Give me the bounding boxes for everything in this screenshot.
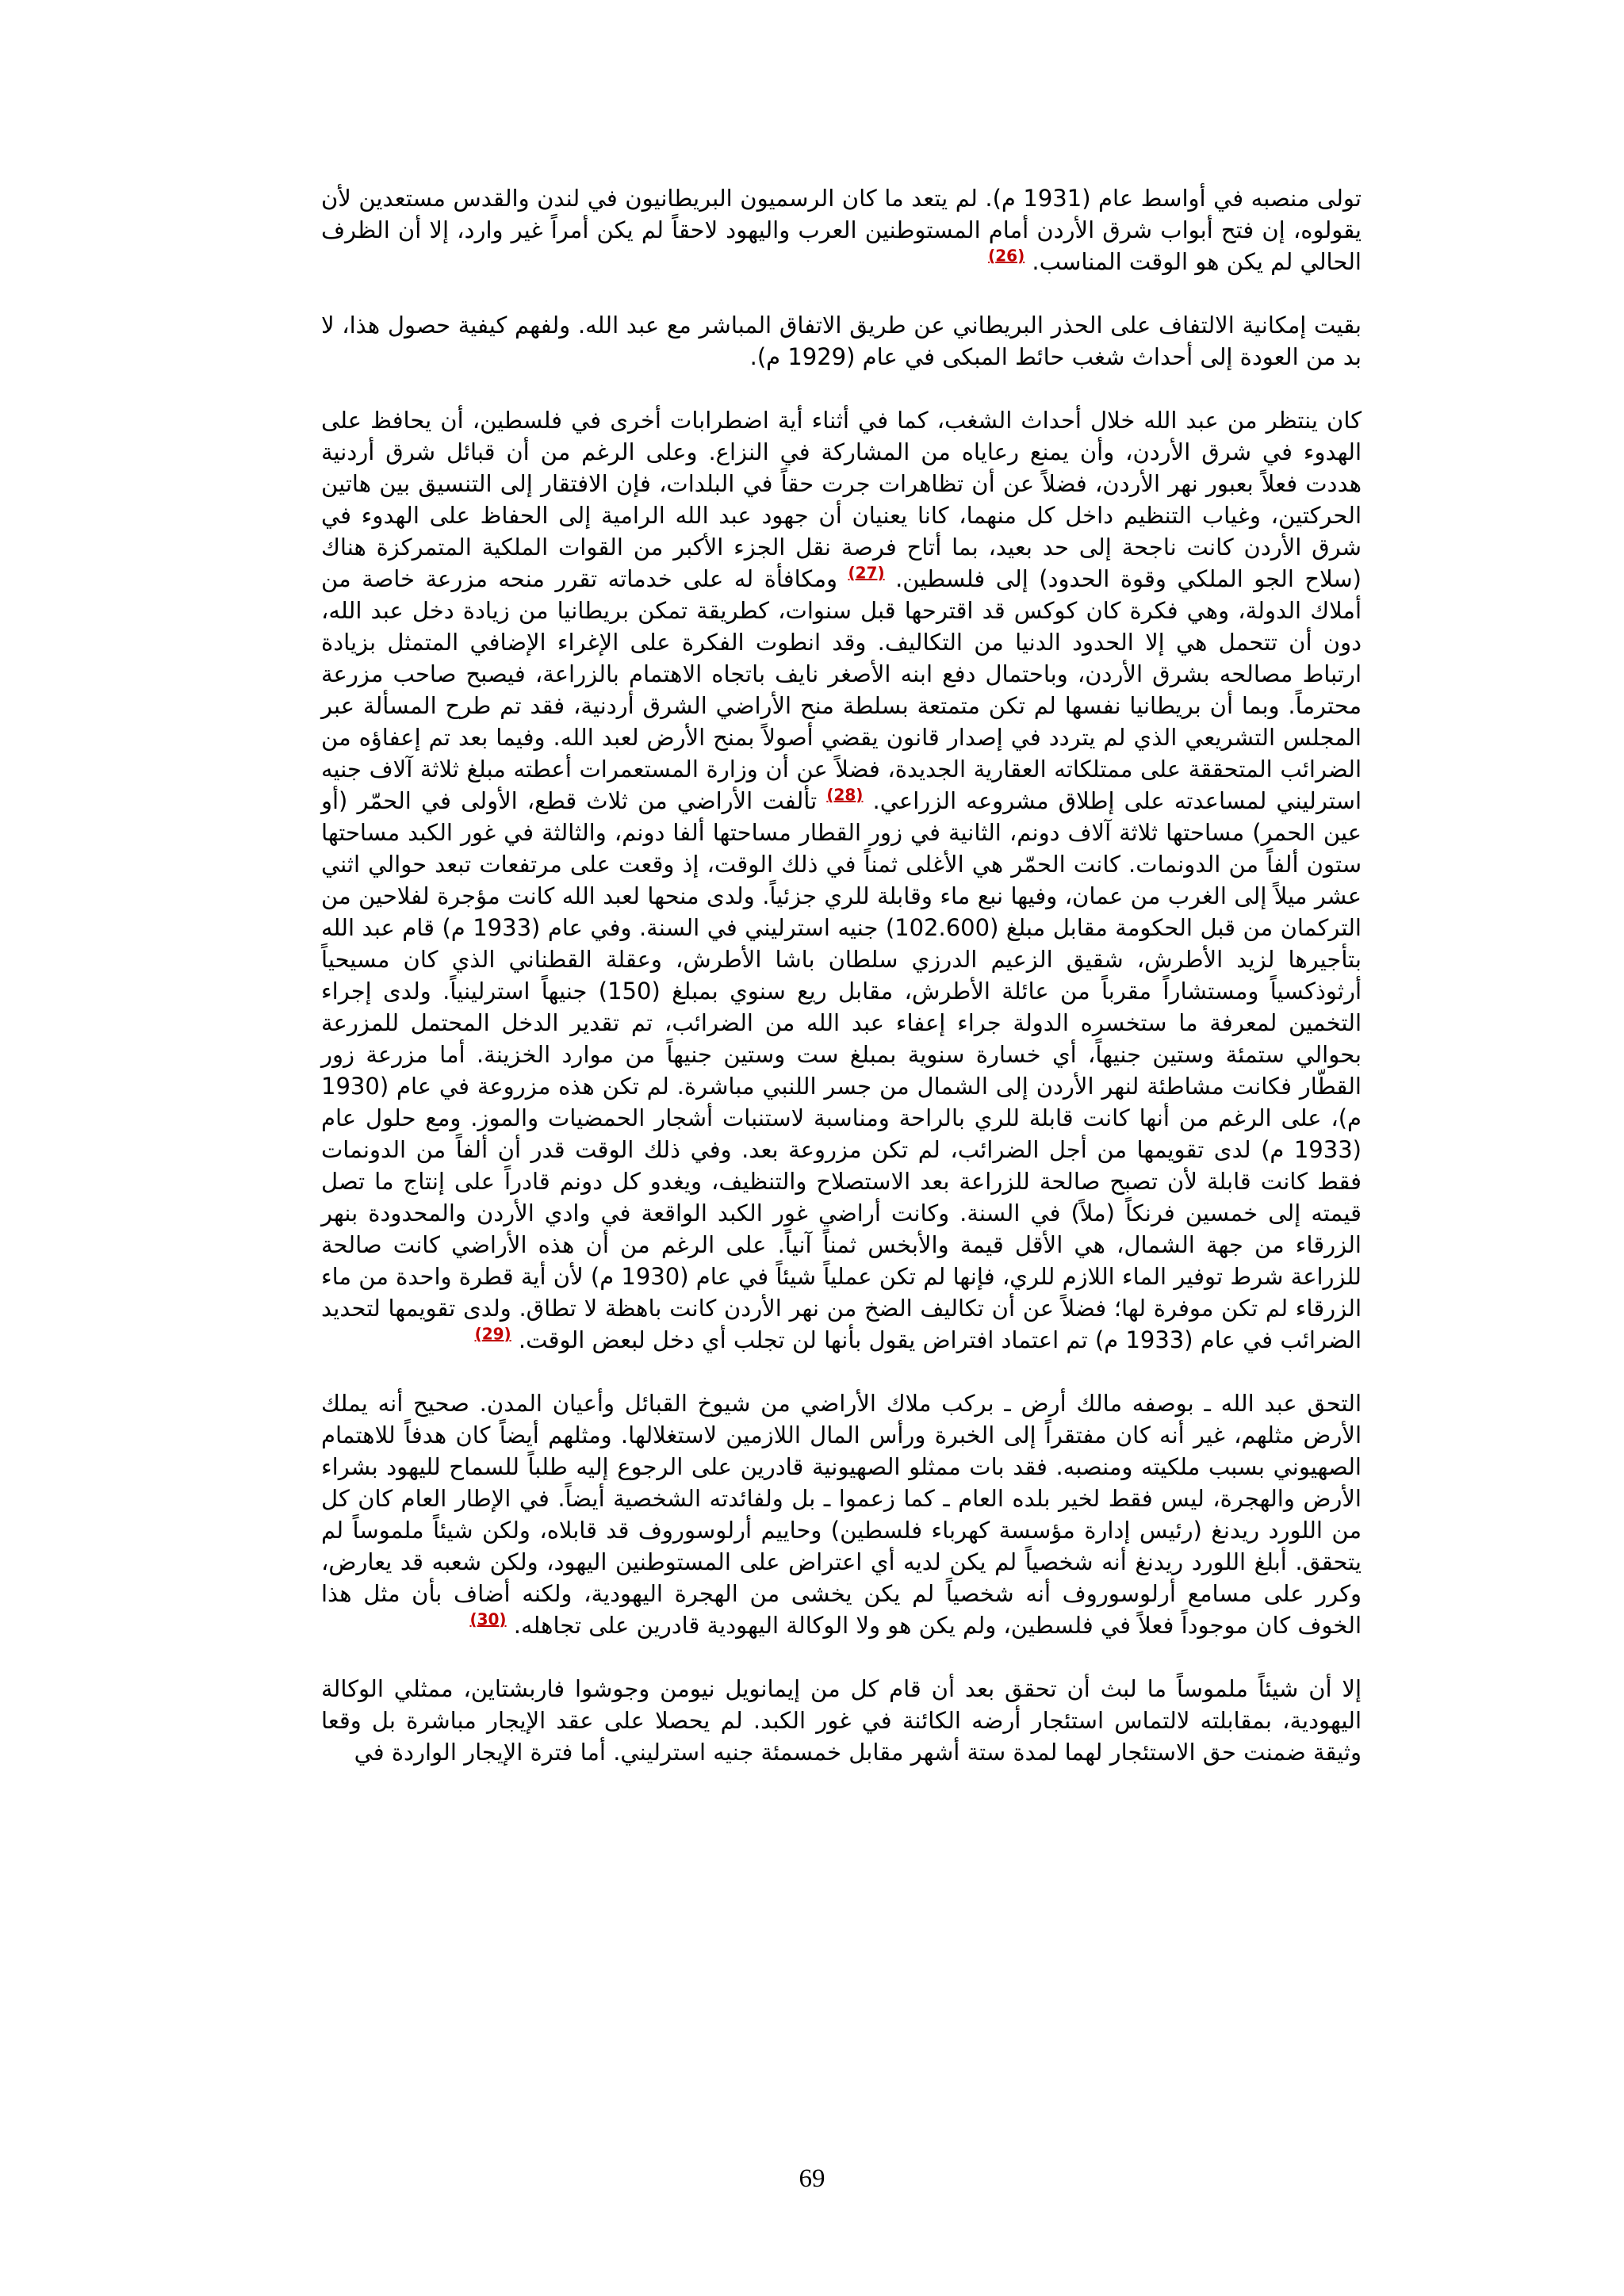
footnote-link[interactable]: (28) — [826, 785, 864, 805]
paragraph-text: ومكافأة له على خدماته تقرر منحه مزرعة خاصة من أملاك الدولة، وهي فكرة كان كوكس قد اقترحها قبل سنوات، كطريقة تمكن بريطانيا من زيادة دخل عبد الله، دون أن تتحمل هي إلا الحدود الدنيا من التكاليف. وقد انطوت الفكرة على الإغراء الإضافي المتمثل بزيادة ارتباط مصالحه بشرق الأردن، وباحتمال دفع ابنه الأصغر نايف باتجاه الاهتمام بالزراعة، فيصبح صاحب مزرعة محترماً. وبما أن بريطانيا نفسها لم تكن متمتعة بسلطة منح الأراضي الشرق أردنية، فقد تم طرح المسألة عبر المجلس التشريعي الذي لم يتردد في إصدار قانون يقضي أصولاً بمنح الأرض لعبد الله. وفيما بعد تم إعفاؤه من الضرائب المتحققة على ممتلكاته العقارية الجديدة، فضلاً عن أن وزارة المستعمرات أعطته مبلغ ثلاثة آلاف جنيه استرليني لمساعدته على إطلاق مشروعه الزراعي. — [321, 565, 1362, 814]
paragraph — [321, 1387, 1362, 1641]
footnote-link[interactable]: (29) — [474, 1324, 511, 1344]
paragraph-text: التحق عبد الله ـ بوصفه مالك أرض ـ بركب ملاك الأراضي من شيوخ القبائل وأعيان المدن. صحيح أنه يملك الأرض مثلهم، غير أنه كان مفتقراً إلى الخبرة ورأس المال اللازمين لاستغلالها. ومثلهم أيضاً كان هدفاً للاهتمام الصهيوني بسبب ملكيته ومنصبه. فقد بات ممثلو الصهيونية قادرين على الرجوع إليه طلباً للسماح لليهود بشراء الأرض والهجرة، ليس فقط لخير بلده العام ـ كما زعموا ـ بل ولفائدته الشخصية أيضاً. في الإطار العام كان كل من اللورد ريدنغ (رئيس إدارة مؤسسة كهرباء فلسطين) وحاييم أرلوسوروف قد قابلاه، ولكن شيئاً ملموساً لم يتحقق. أبلغ اللورد ريدنغ أنه شخصياً لم يكن لديه أي اعتراض على المستوطنين اليهود، ولكن شعبه قد يعارض، وكرر على مسامع أرلوسوروف أنه شخصياً لم يكن يخشى من الهجرة اليهودية، ولكنه أضاف بأن مثل هذا الخوف كان موجوداً فعلاً في فلسطين، ولم يكن هو ولا الوكالة اليهودية قادرين على تجاهله. — [321, 1390, 1362, 1639]
paragraph-text: إلا أن شيئاً ملموساً ما لبث أن تحقق بعد أن قام كل من إيمانويل نيومن وجوشوا فاربشتاين، ممثلي الوكالة اليهودية، بمقابلته لالتماس استئجار أرضه الكائنة في غور الكبد. لم يحصلا على عقد الإيجار مباشرة بل وقعا وثيقة ضمنت حق الاستئجار لهما لمدة ستة أشهر مقابل خمسمئة جنيه استرليني. أما فترة الإيجار الواردة في — [321, 1675, 1362, 1766]
paragraph — [321, 404, 1362, 1356]
footnote-link[interactable]: (27) — [848, 563, 885, 583]
footnote-link[interactable]: (26) — [988, 246, 1025, 266]
paragraph-text: كان ينتظر من عبد الله خلال أحداث الشغب، كما في أثناء أية اضطرابات أخرى في فلسطين، أن يحافظ على الهدوء في شرق الأردن، وأن يمنع رعاياه من المشاركة في النزاع. وعلى الرغم من أن قبائل شرق أردنية هددت فعلاً بعبور نهر الأردن، فضلاً عن أن تظاهرات جرت حقاً في البلدات، فإن الافتقار إلى التنسيق بين هاتين الحركتين، وغياب التنظيم داخل كل منهما، كانا يعنيان أن جهود عبد الله الرامية إلى الحفاظ على الهدوء في شرق الأردن كانت ناجحة إلى حد بعيد، بما أتاح فرصة نقل الجزء الأكبر من القوات الملكية المتمركزة هناك (سلاح الجو الملكي وقوة الحدود) إلى فلسطين. — [321, 407, 1362, 592]
page-number: 69 — [799, 2164, 825, 2193]
paragraph — [321, 182, 1362, 277]
body-text — [321, 182, 1362, 1800]
footnote-link[interactable]: (30) — [469, 1609, 507, 1629]
paragraph-text: تألفت الأراضي من ثلاث قطع، الأولى في الحمّر (أو عين الحمر) مساحتها ثلاثة آلاف دونم، الثانية في زور القطار مساحتها ألفا دونم، والثالثة في غور الكبد مساحتها ستون ألفاً من الدونمات. كانت الحمّر هي الأغلى ثمناً في ذلك الوقت، إذ وقعت على مرتفعات تبعد حوالي اثني عشر ميلاً إلى الغرب من عمان، وفيها نبع ماء وقابلة للري جزئياً. ولدى منحها لعبد الله كانت مؤجرة لفلاحين من التركمان من قبل الحكومة مقابل مبلغ (102.600) جنيه استرليني في السنة. وفي عام (1933 م) قام عبد الله بتأجيرها لزيد الأطرش، شقيق الزعيم الدرزي سلطان باشا الأطرش، وعقلة القطناني الذي كان مسيحياً أرثوذكسياً ومستشاراً مقرباً من عائلة الأطرش، مقابل ريع سنوي بمبلغ (150) جنيهاً استرلينياً. ولدى إجراء التخمين لمعرفة ما ستخسره الدولة جراء إعفاء عبد الله من الضرائب، تم تقدير الدخل المحتمل للمزرعة بحوالي ستمئة وستين جنيهاً، أي خسارة سنوية بمبلغ ست وستين جنيهاً من موارد الخزينة. أما مزرعة زور القطّار فكانت مشاطئة لنهر الأردن إلى الشمال من جسر اللنبي مباشرة. لم تكن هذه مزروعة في عام (1930 م)، على الرغم من أنها كانت قابلة للري بالراحة ومناسبة لاستنبات أشجار الحمضيات والموز. ومع حلول عام (1933 م) لدى تقويمها من أجل الضرائب، لم تكن مزروعة بعد. وفي ذلك الوقت قدر أن ألفاً من الدونمات فقط كانت قابلة لأن تصبح صالحة للزراعة بعد الاستصلاح والتنظيف، ويغدو كل دونم قادراً على إنتاج ما تصل قيمته إلى خمسين فرنكاً (ملاً) في السنة. وكانت أراضي غور الكبد الواقعة في وادي الأردن والمحدودة بنهر الزرقاء من جهة الشمال، هي الأقل قيمة والأبخس ثمناً آنياً. على الرغم من أن هذه الأراضي كانت صالحة للزراعة شرط توفير الماء اللازم للري، فإنها لم تكن عملياً شيئاً في عام (1930 م) لأن أية قطرة واحدة من ماء الزرقاء لم تكن موفرة لها؛ فضلاً عن أن تكاليف الضخ من نهر الأردن كانت باهظة لا تطاق. ولدى تقويمها لتحديد الضرائب في عام (1933 م) تم اعتماد افتراض يقول بأنها لن تجلب أي دخل لبعض الوقت. — [321, 787, 1362, 1353]
paragraph — [321, 309, 1362, 373]
paragraph-text: تولى منصبه في أواسط عام (1931 م). لم يتعد ما كان الرسميون البريطانيون في لندن والقدس مستعدين لأن يقولوه، إن فتح أبواب شرق الأردن أمام المستوطنين العرب واليهود لاحقاً لم يكن أمراً غير وارد، إلا أن الظرف الحالي لم يكن هو الوقت المناسب. — [321, 185, 1362, 275]
paragraph — [321, 1673, 1362, 1768]
paragraph-text: بقيت إمكانية الالتفاف على الحذر البريطاني عن طريق الاتفاق المباشر مع عبد الله. ولفهم كيفية حصول هذا، لا بد من العودة إلى أحداث شغب حائط المبكى في عام (1929 م). — [321, 312, 1362, 370]
